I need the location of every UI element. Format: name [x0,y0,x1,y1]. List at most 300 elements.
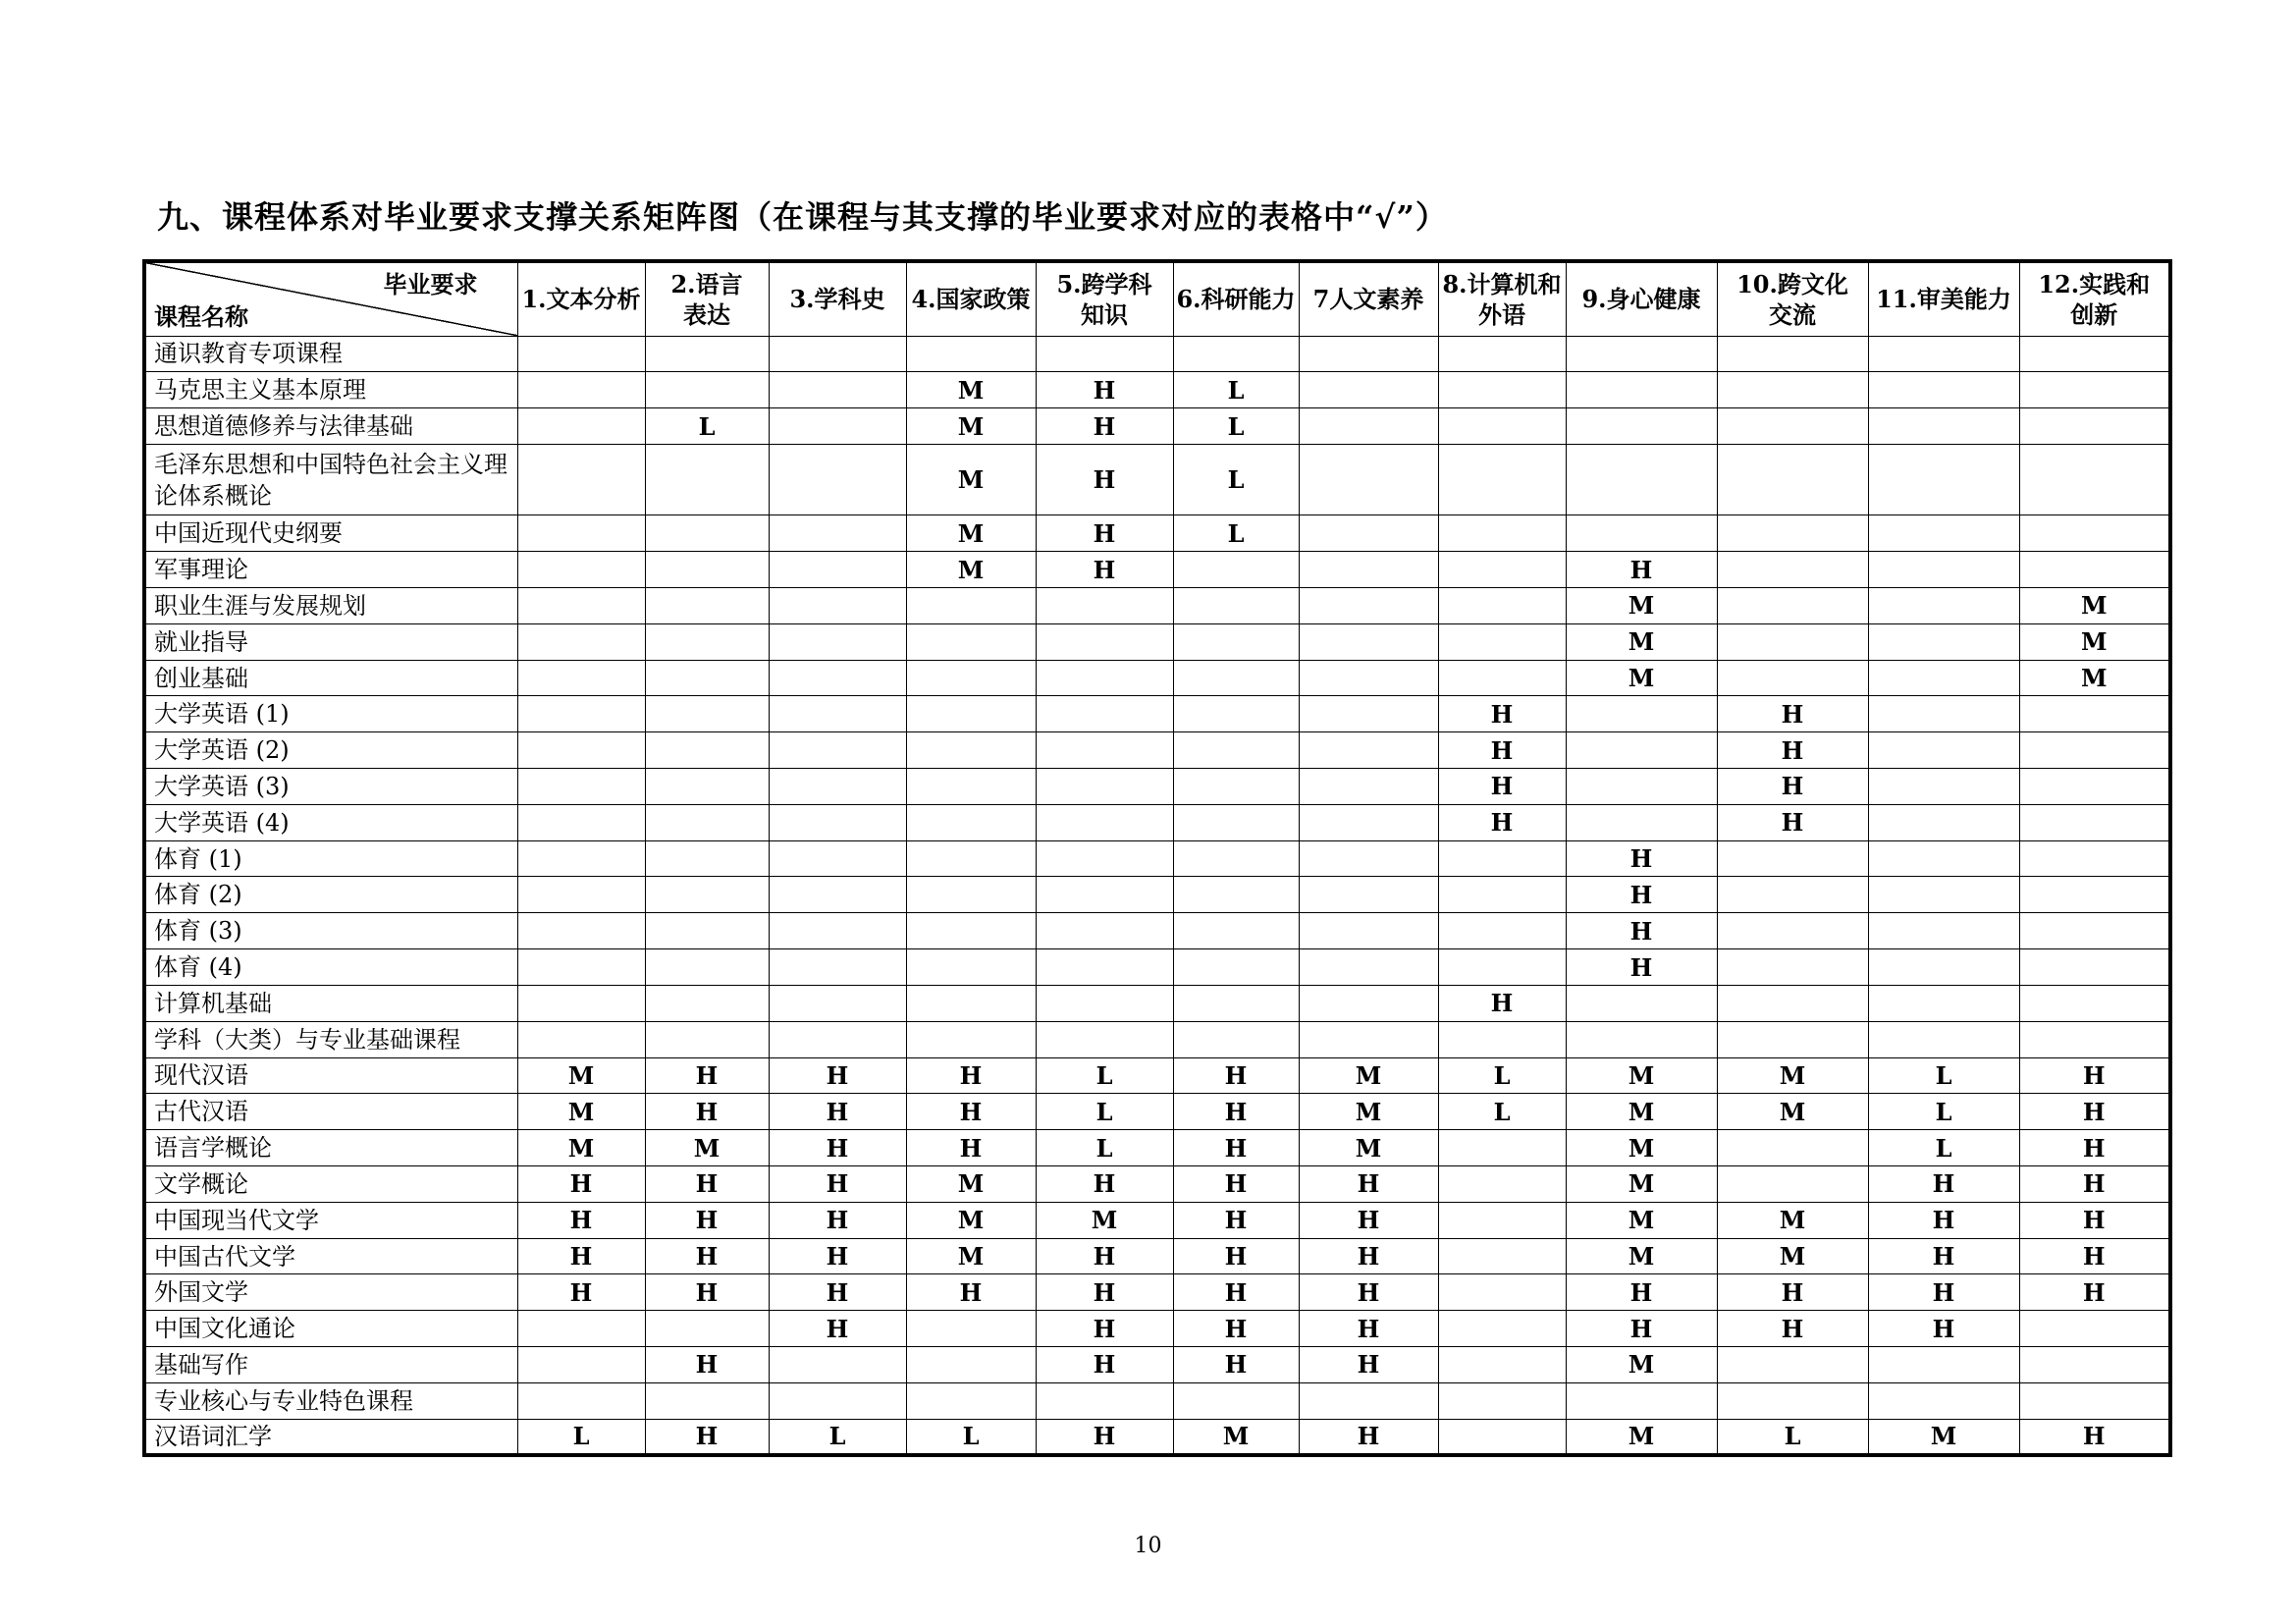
table-row [144,985,2170,1021]
support-level-cell: H [1036,1274,1173,1311]
support-level-cell: H [1299,1311,1438,1347]
support-level-cell [517,769,645,805]
support-level-cell: M [2019,660,2170,696]
support-level-cell [517,696,645,732]
support-level-cell: H [769,1238,906,1274]
course-name-cell: 计算机基础 [144,985,517,1021]
table-row [144,1382,2170,1419]
support-level-cell [906,732,1036,769]
support-level-cell [2019,769,2170,805]
support-level-cell: M [1717,1238,1868,1274]
support-level-cell [1299,1382,1438,1419]
support-level-cell [1868,1347,2019,1383]
support-level-cell [517,444,645,514]
support-level-cell: L [1868,1057,2019,1094]
support-level-cell [517,336,645,372]
support-level-cell [1173,913,1299,949]
support-level-cell: H [2019,1419,2170,1455]
table-row [144,660,2170,696]
support-level-cell: H [1438,804,1566,840]
support-level-cell: H [1036,444,1173,514]
table-row [144,1274,2170,1311]
support-level-cell [2019,552,2170,588]
support-level-cell: H [1036,408,1173,445]
support-level-cell: M [1717,1057,1868,1094]
support-level-cell [1717,913,1868,949]
support-level-cell [1036,623,1173,660]
support-level-cell: H [2019,1202,2170,1238]
support-level-cell [1717,1347,1868,1383]
course-name-cell: 通识教育专项课程 [144,336,517,372]
table-row [144,587,2170,623]
support-level-cell: H [1868,1165,2019,1202]
support-level-cell [517,840,645,877]
requirement-label-line: 3.学科史 [789,285,885,314]
support-level-cell [769,804,906,840]
support-level-cell: H [1036,1238,1173,1274]
support-level-cell [906,587,1036,623]
support-level-cell [1566,515,1717,552]
support-level-cell [2019,913,2170,949]
support-level-cell: H [1438,985,1566,1021]
support-level-cell [769,660,906,696]
support-level-cell [1868,877,2019,913]
support-level-cell: H [1299,1165,1438,1202]
course-name-cell: 思想道德修养与法律基础 [144,408,517,445]
support-level-cell: M [1299,1057,1438,1094]
requirement-label-line: 7人文素养 [1312,285,1424,314]
course-name-cell: 汉语词汇学 [144,1419,517,1455]
support-level-cell [1717,336,1868,372]
support-level-cell [1299,840,1438,877]
support-level-cell: M [517,1094,645,1130]
support-level-cell [1173,660,1299,696]
support-level-cell [645,1382,769,1419]
support-level-cell [1717,660,1868,696]
support-level-cell: L [1036,1057,1173,1094]
support-level-cell [1299,623,1438,660]
support-level-cell [1299,444,1438,514]
support-level-cell [1868,949,2019,986]
support-level-cell [1299,769,1438,805]
support-level-cell: H [645,1347,769,1383]
support-level-cell [1036,696,1173,732]
support-level-cell [906,840,1036,877]
page-number: 10 [1134,1534,1162,1558]
support-level-cell [645,877,769,913]
support-level-cell [1036,769,1173,805]
support-level-cell: H [1299,1347,1438,1383]
support-level-cell [1299,1021,1438,1057]
support-level-cell [1173,769,1299,805]
support-level-cell: H [1299,1202,1438,1238]
requirement-header-6 [1173,261,1299,336]
support-level-cell: M [1299,1130,1438,1166]
support-level-cell [1173,1382,1299,1419]
support-level-cell: L [1438,1057,1566,1094]
support-level-cell [1717,1165,1868,1202]
support-level-cell: M [906,1202,1036,1238]
course-name-cell: 职业生涯与发展规划 [144,587,517,623]
requirement-label-line: 10.跨文化 [1736,269,1848,298]
support-level-cell [517,515,645,552]
support-level-cell: H [1173,1202,1299,1238]
requirement-label-line: 2.语言 [670,269,743,298]
requirement-label-line: 11.审美能力 [1876,285,2011,314]
course-name-cell: 就业指导 [144,623,517,660]
support-level-cell: H [1566,1311,1717,1347]
support-level-cell [645,660,769,696]
support-level-cell [1173,1021,1299,1057]
table-row [144,1311,2170,1347]
support-level-cell [1036,660,1173,696]
support-level-cell [1299,985,1438,1021]
support-level-cell [1438,336,1566,372]
support-level-cell: M [1868,1419,2019,1455]
support-level-cell: H [1566,913,1717,949]
matrix-body [144,336,2170,1455]
support-level-cell [645,949,769,986]
support-level-cell: H [1717,1274,1868,1311]
course-name-cell: 中国现当代文学 [144,1202,517,1238]
support-level-cell: H [1868,1238,2019,1274]
support-level-cell: H [1717,696,1868,732]
support-level-cell [769,552,906,588]
support-level-cell: H [1868,1274,2019,1311]
support-level-cell [645,515,769,552]
support-level-cell [1438,552,1566,588]
support-level-cell [1299,660,1438,696]
support-level-cell [517,372,645,408]
support-level-cell: H [1036,552,1173,588]
support-level-cell [645,336,769,372]
support-level-cell [1717,587,1868,623]
support-level-cell [1566,732,1717,769]
course-name-cell: 古代汉语 [144,1094,517,1130]
support-level-cell: H [1717,732,1868,769]
support-level-cell: L [1173,408,1299,445]
support-level-cell: H [1566,1274,1717,1311]
support-level-cell: M [1566,1165,1717,1202]
support-level-cell: L [1036,1130,1173,1166]
requirement-header-12 [2019,261,2170,336]
support-level-cell: H [1717,804,1868,840]
support-level-cell [517,877,645,913]
support-level-cell [906,804,1036,840]
support-level-cell [906,949,1036,986]
support-level-cell [1566,1021,1717,1057]
support-level-cell: H [1036,515,1173,552]
support-level-cell [517,660,645,696]
support-level-cell [645,587,769,623]
support-level-cell: H [1566,877,1717,913]
support-level-cell [1036,949,1173,986]
support-level-cell [1566,336,1717,372]
support-level-cell [1438,1274,1566,1311]
requirement-header-5 [1036,261,1173,336]
course-name-cell: 现代汉语 [144,1057,517,1094]
table-row [144,696,2170,732]
support-level-cell: L [1173,372,1299,408]
support-level-cell: H [1566,840,1717,877]
support-level-cell: L [1173,515,1299,552]
support-level-cell: H [1036,1419,1173,1455]
support-level-cell [1717,515,1868,552]
table-row [144,444,2170,514]
support-level-cell [1717,1130,1868,1166]
support-level-cell [1717,623,1868,660]
requirement-header-1 [517,261,645,336]
support-level-cell [645,623,769,660]
support-level-cell [1566,444,1717,514]
support-level-cell: H [1036,1165,1173,1202]
support-level-cell: H [1438,769,1566,805]
support-level-cell: H [1173,1130,1299,1166]
support-matrix-table [142,259,2172,1457]
support-level-cell: H [1036,1311,1173,1347]
support-level-cell [1438,515,1566,552]
support-level-cell: M [906,552,1036,588]
support-level-cell [1438,877,1566,913]
support-level-cell [1566,696,1717,732]
course-name-cell: 体育 (3) [144,913,517,949]
support-level-cell: H [645,1202,769,1238]
course-name-cell: 中国近现代史纲要 [144,515,517,552]
support-level-cell: H [769,1165,906,1202]
support-level-cell [1566,769,1717,805]
support-level-cell: L [1036,1094,1173,1130]
course-name-cell: 外国文学 [144,1274,517,1311]
support-level-cell [1438,444,1566,514]
support-level-cell: M [1036,1202,1173,1238]
support-level-cell: H [645,1094,769,1130]
course-name-cell: 专业核心与专业特色课程 [144,1382,517,1419]
support-level-cell [2019,696,2170,732]
support-level-cell: M [1566,1057,1717,1094]
support-level-cell [906,336,1036,372]
table-row [144,623,2170,660]
support-level-cell [1173,696,1299,732]
table-row [144,1057,2170,1094]
support-level-cell [1438,1130,1566,1166]
table-row [144,515,2170,552]
support-level-cell: H [1717,1311,1868,1347]
support-level-cell [1868,408,2019,445]
support-level-cell [517,408,645,445]
support-level-cell [769,336,906,372]
requirement-header-8 [1438,261,1566,336]
support-level-cell [1438,1165,1566,1202]
support-level-cell [1173,840,1299,877]
support-level-cell [1438,660,1566,696]
support-level-cell: H [1173,1094,1299,1130]
support-level-cell [906,985,1036,1021]
support-level-cell [769,1021,906,1057]
requirement-label-line: 交流 [1769,299,1816,329]
support-level-cell [1868,336,2019,372]
support-level-cell: H [1036,372,1173,408]
support-level-cell [1868,913,2019,949]
support-level-cell [1299,372,1438,408]
support-level-cell [769,444,906,514]
course-name-cell: 毛泽东思想和中国特色社会主义理论体系概论 [144,444,517,514]
support-level-cell [1036,985,1173,1021]
support-level-cell [906,913,1036,949]
support-level-cell: M [517,1130,645,1166]
support-level-cell [1438,1202,1566,1238]
support-level-cell [2019,372,2170,408]
support-level-cell [1717,840,1868,877]
support-level-cell [645,1311,769,1347]
support-level-cell: M [1566,660,1717,696]
course-name-cell: 基础写作 [144,1347,517,1383]
support-level-cell: H [1173,1311,1299,1347]
table-row [144,372,2170,408]
table-row [144,949,2170,986]
support-level-cell: H [645,1165,769,1202]
support-level-cell [517,985,645,1021]
support-level-cell [645,696,769,732]
support-level-cell [2019,949,2170,986]
support-level-cell [1868,985,2019,1021]
support-level-cell [2019,732,2170,769]
support-level-cell [906,769,1036,805]
support-level-cell: H [1173,1274,1299,1311]
support-level-cell [1299,949,1438,986]
table-row [144,1094,2170,1130]
support-level-cell [1868,769,2019,805]
support-level-cell [1173,587,1299,623]
support-level-cell: H [1438,696,1566,732]
support-level-cell: H [1173,1165,1299,1202]
support-level-cell [2019,1021,2170,1057]
requirement-label-line: 8.计算机和 [1442,269,1562,298]
table-row [144,877,2170,913]
support-level-cell: H [1173,1347,1299,1383]
support-level-cell: H [645,1238,769,1274]
support-level-cell [769,877,906,913]
support-level-cell [1036,877,1173,913]
support-level-cell [2019,515,2170,552]
support-level-cell [1438,1021,1566,1057]
support-level-cell [1438,372,1566,408]
support-level-cell [1299,732,1438,769]
support-level-cell [1438,1347,1566,1383]
support-level-cell [2019,444,2170,514]
support-level-cell: M [906,515,1036,552]
support-level-cell [1566,372,1717,408]
table-row [144,1165,2170,1202]
requirement-header-9 [1566,261,1717,336]
requirement-label-line: 1.文本分析 [521,285,641,314]
support-level-cell [1173,877,1299,913]
support-level-cell [517,1311,645,1347]
support-level-cell [1173,949,1299,986]
support-level-cell: M [906,372,1036,408]
support-level-cell: H [1566,552,1717,588]
support-level-cell [1438,1238,1566,1274]
support-level-cell: L [1868,1094,2019,1130]
page-title: 九、课程体系对毕业要求支撑关系矩阵图（在课程与其支撑的毕业要求对应的表格中“√”） [157,198,1448,236]
support-level-cell: H [517,1165,645,1202]
support-level-cell [1438,408,1566,445]
support-level-cell [1868,444,2019,514]
support-level-cell [517,1347,645,1383]
support-level-cell [769,515,906,552]
support-level-cell [517,587,645,623]
support-level-cell [769,1347,906,1383]
support-level-cell [906,623,1036,660]
support-level-cell [1566,1382,1717,1419]
support-level-cell: H [906,1094,1036,1130]
support-level-cell: H [1299,1274,1438,1311]
requirement-label-line: 知识 [1081,299,1128,329]
support-level-cell: L [1717,1419,1868,1455]
table-row [144,1130,2170,1166]
support-level-cell [517,1382,645,1419]
table-row [144,804,2170,840]
support-level-cell [2019,1347,2170,1383]
support-level-cell: M [645,1130,769,1166]
requirement-label-line: 创新 [2070,299,2118,329]
support-level-cell [1868,696,2019,732]
support-level-cell [1173,623,1299,660]
support-level-cell [1438,949,1566,986]
support-level-cell [517,804,645,840]
support-level-cell [906,1382,1036,1419]
support-level-cell: M [1566,1094,1717,1130]
support-level-cell [1036,1382,1173,1419]
support-level-cell [2019,985,2170,1021]
corner-requirement-label: 毕业要求 [383,270,478,298]
support-level-cell [1438,1382,1566,1419]
course-name-cell: 大学英语 (1) [144,696,517,732]
table-row [144,769,2170,805]
requirement-header-7 [1299,261,1438,336]
support-level-cell [1717,372,1868,408]
support-level-cell [2019,408,2170,445]
support-level-cell: H [2019,1274,2170,1311]
course-name-cell: 军事理论 [144,552,517,588]
support-level-cell [1299,696,1438,732]
support-level-cell [1438,1311,1566,1347]
support-level-cell [769,696,906,732]
support-level-cell [2019,1382,2170,1419]
support-level-cell [1868,623,2019,660]
support-level-cell [1717,552,1868,588]
support-level-cell: M [1566,1419,1717,1455]
support-level-cell [769,769,906,805]
support-level-cell [2019,336,2170,372]
support-level-cell [1566,804,1717,840]
support-level-cell: H [1036,1347,1173,1383]
support-level-cell: M [2019,587,2170,623]
table-row [144,913,2170,949]
support-level-cell: M [1717,1094,1868,1130]
support-level-cell: M [906,1238,1036,1274]
requirement-header-3 [769,261,906,336]
support-level-cell [1717,985,1868,1021]
requirement-label-line: 4.国家政策 [911,285,1031,314]
support-level-cell [769,949,906,986]
support-level-cell: H [2019,1130,2170,1166]
support-level-cell [1299,336,1438,372]
support-level-cell: L [1173,444,1299,514]
support-level-cell [906,696,1036,732]
support-level-cell [645,985,769,1021]
support-level-cell: M [1566,1238,1717,1274]
support-level-cell [1173,336,1299,372]
